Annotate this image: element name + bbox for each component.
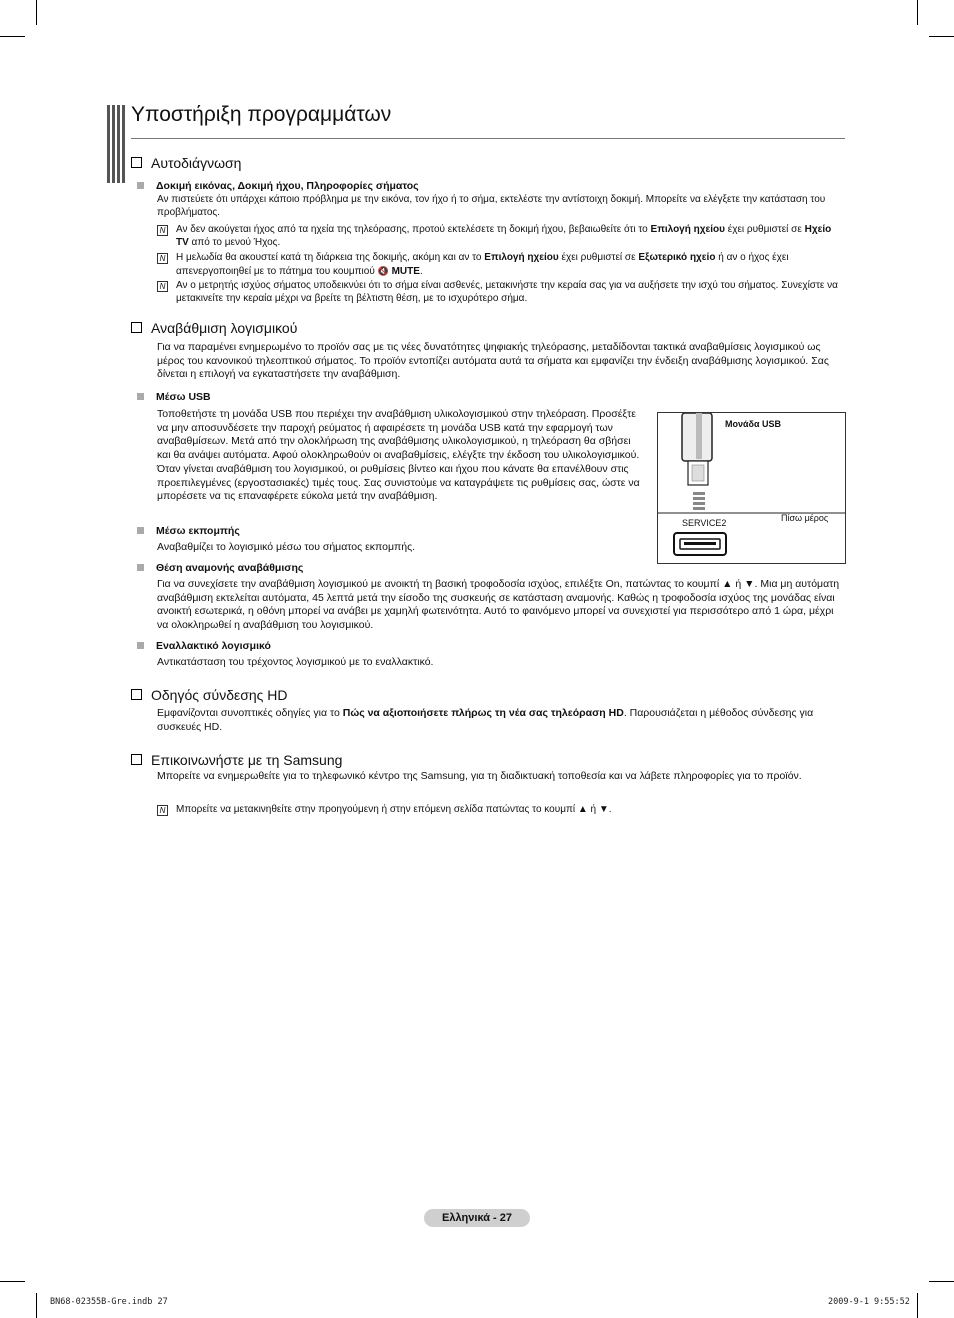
section-heading-autodiag: Αυτοδιάγνωση xyxy=(131,155,241,171)
subsection-title: Εναλλακτικό λογισμικό xyxy=(137,640,271,652)
paragraph: Τοποθετήστε τη μονάδα USB που περιέχει την αναβάθμιση υλικολογισμικού στην τηλεόραση. Προσέξτε να μην αποσυνδέσετε την παροχή ρεύματος ή αφαιρέσετε τη μονάδα USB κατά την εφαρμογή των αναβαθμίσεων. Μετά από την ολοκλήρωση της αναβάθμισης υλικολογισμικού, η τηλεόραση θα σβήσει και θα ανάψει αυτόματα. Αφού ολοκληρωθούν οι αναβαθμίσεις, ελέγξτε την έκδοση του υλικολογισμικού. Όταν γίνεται αναβάθμιση του λογισμικού, οι ρυθμίσεις βίντεο και ήχου που κάνατε θα επανέλθουν στις προεπιλεγμένες (εργοστασιακές) τιμές τους. Σας συνιστούμε να καταγράψετε τις ρυθμίσεις σας, ώστε να μπορέσετε να τις επαναφέρετε εύκολα μετά την αναβάθμιση. xyxy=(157,408,640,503)
print-date-info: 2009-9-1 9:55:52 xyxy=(828,1297,910,1307)
paragraph: Αν πιστεύετε ότι υπάρχει κάποιο πρόβλημα με την εικόνα, τον ήχο ή το σήμα, εκτελέστε την αντίστοιχη δοκιμή. Μπορείτε να ελέγξετε την κατάσταση του προβλήματος. xyxy=(157,194,826,218)
page-title: Υποστήριξη προγραμμάτων xyxy=(131,103,392,126)
crop-mark xyxy=(36,0,37,25)
checkbox-bullet-icon xyxy=(131,157,142,168)
square-bullet-icon xyxy=(137,182,144,189)
subsection-title: Δοκιμή εικόνας, Δοκιμή ήχου, Πληροφορίες σήματος xyxy=(137,180,419,192)
page-number-badge: Ελληνικά - 27 xyxy=(424,1209,530,1227)
checkbox-bullet-icon xyxy=(131,689,142,700)
crop-mark xyxy=(929,36,954,37)
square-bullet-icon xyxy=(137,564,144,571)
paragraph: Μπορείτε να ενημερωθείτε για το τηλεφωνικό κέντρο της Samsung, για τη διαδικτυακή τοποθεσία και να λάβετε πληροφορίες για το προϊόν. xyxy=(157,770,802,782)
paragraph: Αναβαθμίζει το λογισμικό μέσω του σήματος εκπομπής. xyxy=(157,541,416,553)
subsection-title: Μέσω USB xyxy=(137,391,211,403)
crop-mark xyxy=(917,1293,918,1318)
square-bullet-icon xyxy=(137,393,144,400)
crop-mark xyxy=(36,1293,37,1318)
usb-figure xyxy=(657,412,846,564)
note-icon: N xyxy=(157,281,168,292)
note: N Αν ο μετρητής ισχύος σήματος υποδεικνύει ότι το σήμα είναι ασθενές, μετακινήστε την κεραία σας για να αυξήσετε την ισχύ του σήματος. Συνεχίστε να μετακινείτε την κεραία μέχρι να βρείτε τη βέλτιστη θέση, με το ισχυρότερο σήμα. xyxy=(157,280,841,306)
paragraph: Για να συνεχίσετε την αναβάθμιση λογισμικού με ανοικτή τη βασική τροφοδοσία ισχύος, επιλέξτε On, πατώντας το κουμπί ▲ ή ▼. Μια μη αυτόματη αναβάθμιση εκτελείται αυτόματα, 45 λεπτά μετά την είσοδο της συσκευής σε κατάσταση αναμονής. Καθώς η τροφοδοσία ισχύος της μονάδας είναι ανοικτή εσωτερικά, η οθόνη μπορεί να ανάβει με χαμηλή φωτεινότητα. Αυτό το φαινόμενο μπορεί να συνεχιστεί για περισσότερο από 1 ώρα, μέχρι να ολοκληρωθεί η αναβάθμιση του λογισμικού. xyxy=(157,578,840,632)
back-label: Πίσω μέρος xyxy=(781,513,829,523)
paragraph: Αντικατάσταση του τρέχοντος λογισμικού με το εναλλακτικό. xyxy=(157,656,434,668)
subsection-title: Μέσω εκπομπής xyxy=(137,525,240,537)
title-rule xyxy=(131,138,845,139)
crop-mark xyxy=(917,0,918,25)
note-icon: N xyxy=(157,225,168,236)
subsection-title: Θέση αναμονής αναβάθμισης xyxy=(137,562,303,574)
note: N Η μελωδία θα ακουστεί κατά τη διάρκεια της δοκιμής, ακόμη και αν το Επιλογή ηχείου έχει ρυθμιστεί σε Εξωτερικό ηχείο ή αν ο ήχος έχει απενεργοποιηθεί με το πάτημα του κουμπιού 🔇 MUTE. xyxy=(157,252,841,279)
checkbox-bullet-icon xyxy=(131,754,142,765)
paragraph: Για να παραμένει ενημερωμένο το προϊόν σας με τις νέες δυνατότητες ψηφιακής τηλεόρασης, μεταδίδονται τακτικά αναβαθμίσεις λογισμικού ως μέρος του κανονικού τηλεοπτικού σήματος. Το προϊόν εντοπίζει αυτόματα αυτά τα σήματα και εμφανίζει την ένδειξη αναβάθμισης λογισμικού. Σας δίνεται η επιλογή να εγκαταστήσετε την αναβάθμιση. xyxy=(157,341,829,381)
note: N Αν δεν ακούγεται ήχος από τα ηχεία της τηλεόρασης, προτού εκτελέσετε τη δοκιμή ήχου, βεβαιωθείτε ότι το Επιλογή ηχείου έχει ρυθμιστεί σε Ηχείο TV από το μενού Ήχος. xyxy=(157,224,841,250)
section-heading-hdguide: Οδηγός σύνδεσης HD xyxy=(131,687,288,703)
crop-mark xyxy=(0,1281,25,1282)
square-bullet-icon xyxy=(137,527,144,534)
section-heading-upgrade: Αναβάθμιση λογισμικού xyxy=(131,320,297,336)
mute-icon: 🔇 xyxy=(377,265,389,276)
print-file-info: BN68-02355B-Gre.indb 27 xyxy=(50,1297,168,1307)
note-icon: N xyxy=(157,253,168,264)
usb-label: Μονάδα USB xyxy=(725,419,782,429)
usb-diagram xyxy=(658,413,845,563)
note-icon: N xyxy=(157,805,168,816)
section-heading-contact: Επικοινωνήστε με τη Samsung xyxy=(131,752,342,768)
crop-mark xyxy=(0,36,25,37)
crop-mark xyxy=(929,1281,954,1282)
checkbox-bullet-icon xyxy=(131,322,142,333)
square-bullet-icon xyxy=(137,642,144,649)
port-label: SERVICE2 xyxy=(682,518,727,528)
note: N Μπορείτε να μετακινηθείτε στην προηγούμενη ή στην επόμενη σελίδα πατώντας το κουμπί ▲ ή ▼. xyxy=(157,804,841,817)
paragraph: Εμφανίζονται συνοπτικές οδηγίες για το Πώς να αξιοποιήσετε πλήρως τη νέα σας τηλεόραση HD. Παρουσιάζεται η μέθοδος σύνδεσης για συσκευές HD. xyxy=(157,707,814,733)
